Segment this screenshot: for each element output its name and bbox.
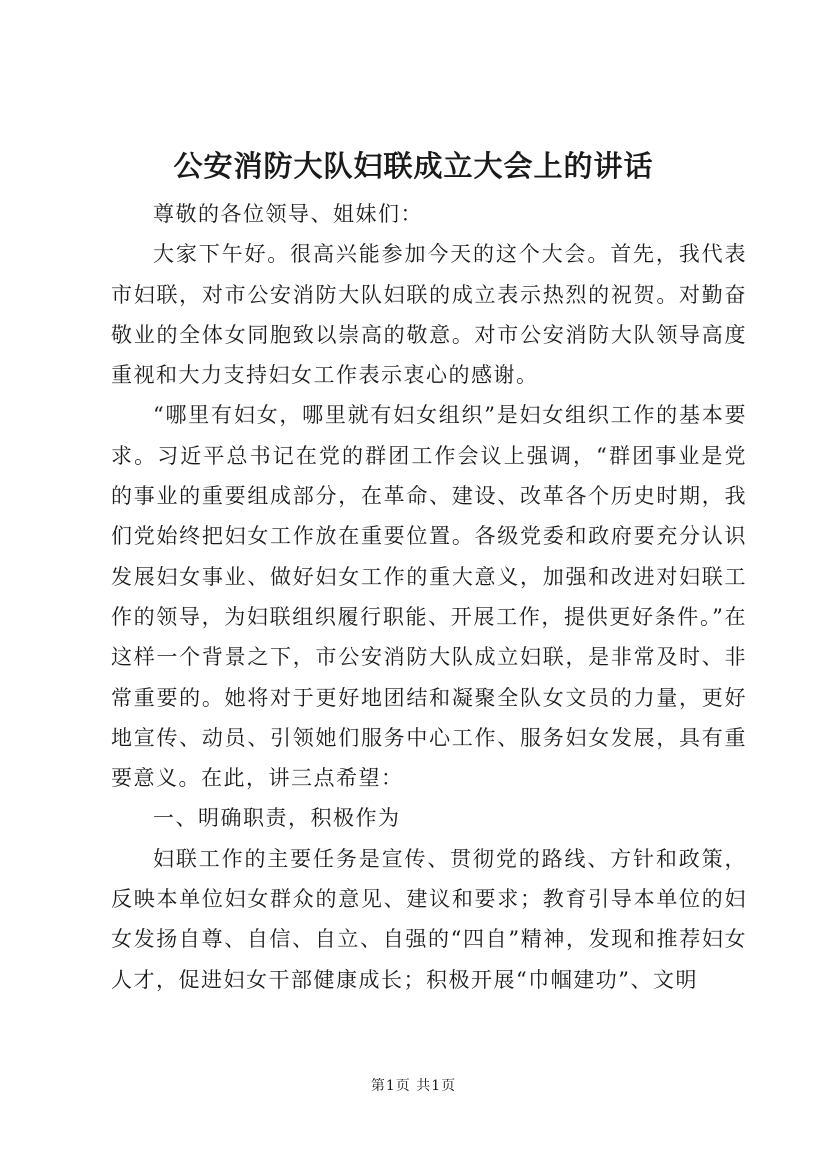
document-body: [111, 194, 747, 1000]
opening-paragraph: 大家下午好。很高兴能参加今天的这个大会。首先，我代表市妇联，对市公安消防大队妇联的成立表示热烈的祝贺。对勤奋敬业的全体女同胞致以崇高的敬意。对市公安消防大队领导高度重视和大力支持妇女工作表示衷心的感谢。: [111, 242, 747, 388]
page-number-footer: 第1页 共1页: [370, 1078, 457, 1094]
section-heading-1: 一、明确职责，积极作为: [153, 806, 401, 831]
duties-paragraph: 妇联工作的主要任务是宣传、贯彻党的路线、方针和政策，反映本单位妇女群众的意见、建议和要求；教育引导本单位的妇女发扬自尊、自信、自立、自强的“四自”精神，发现和推荐妇女人才，促进妇女干部健康成长；积极开展“巾帼建功”、文明: [111, 846, 747, 992]
document-title: 公安消防大队妇联成立大会上的讲话: [173, 149, 654, 183]
background-paragraph: “哪里有妇女，哪里就有妇女组织”是妇女组织工作的基本要求。习近平总书记在党的群团工作会议上强调，“群团事业是党的事业的重要组成部分，在革命、建设、改革各个历史时期，我们党始终把妇女工作放在重要位置。各级党委和政府要充分认识发展妇女事业、做好妇女工作的重大意义，加强和改进对妇联工作的领导，为妇联组织履行职能、开展工作，提供更好条件。”在这样一个背景之下，市公安消防大队成立妇联，是非常及时、非常重要的。她将对于更好地团结和凝聚全队女文员的力量，更好地宣传、动员、引领她们服务中心工作、服务妇女发展，具有重要意义。在此，讲三点希望：: [111, 403, 747, 791]
greeting-paragraph: 尊敬的各位领导、姐妹们：: [153, 202, 423, 226]
